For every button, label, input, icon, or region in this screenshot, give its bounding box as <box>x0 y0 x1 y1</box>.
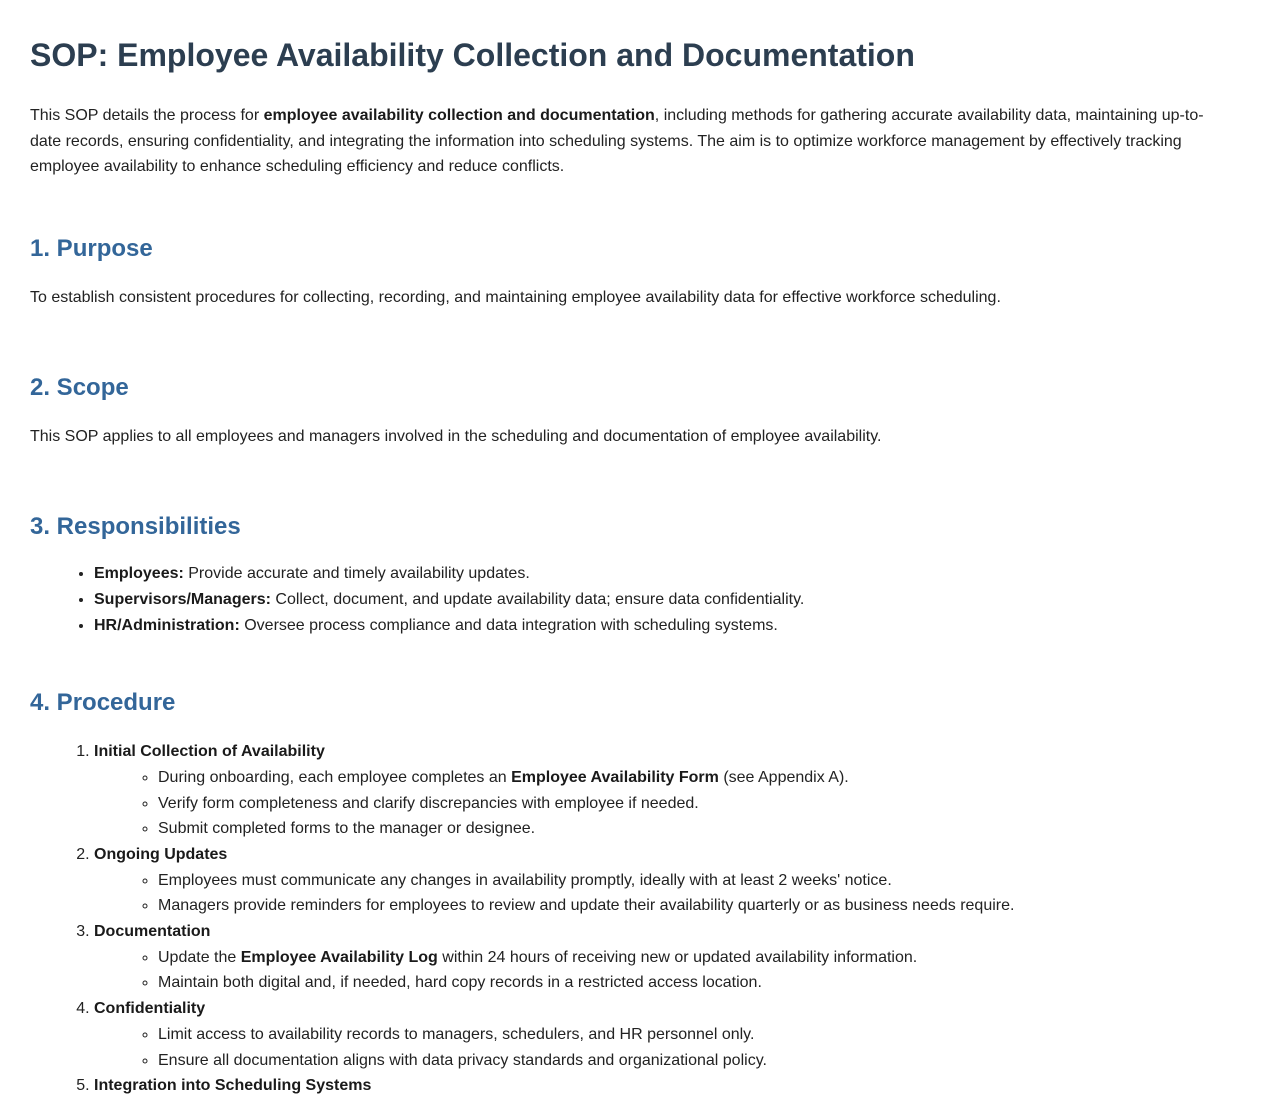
list-item <box>158 816 1233 842</box>
sub-text: Managers provide reminders for employees to review and update their availability quarterly or as business needs require. <box>158 897 1015 915</box>
list-item <box>158 868 1233 894</box>
list-item <box>94 613 1233 639</box>
list-item <box>158 945 1233 971</box>
role-label: Supervisors/Managers: <box>94 591 271 609</box>
procedure-step <box>94 842 1233 919</box>
sub-text: Submit completed forms to the manager or designee. <box>158 820 536 838</box>
step-sublist <box>94 1022 1233 1073</box>
scope-text: This SOP applies to all employees and managers involved in the scheduling and documentation of employee availability. <box>30 428 882 446</box>
step-sublist <box>94 945 1233 996</box>
procedure-heading: 4. Procedure <box>30 689 176 717</box>
sub-text: Employees must communicate any changes in availability promptly, ideally with at least 2 weeks' notice. <box>158 871 892 889</box>
procedure-step <box>94 996 1233 1073</box>
list-item <box>158 1022 1233 1048</box>
sub-bold: Employee Availability Log <box>240 948 438 966</box>
intro-text-bold: employee availability collection and documentation <box>263 107 655 124</box>
list-item <box>158 1048 1233 1074</box>
step-sublist <box>94 765 1233 842</box>
scope-heading: 2. Scope <box>30 374 129 402</box>
responsibilities-heading: 3. Responsibilities <box>30 513 241 541</box>
list-item <box>94 561 1233 587</box>
purpose-heading: 1. Purpose <box>30 235 153 263</box>
sub-text: Maintain both digital and, if needed, hard copy records in a restricted access location. <box>158 974 762 992</box>
list-item <box>158 765 1233 791</box>
step-sublist <box>94 868 1233 919</box>
sub-bold: Employee Availability Form <box>511 768 719 786</box>
step-title: Documentation <box>94 923 211 941</box>
sub-text: During onboarding, each employee completes an <box>158 768 512 786</box>
intro-text-before: This SOP details the process for <box>30 107 264 124</box>
list-item <box>158 893 1233 919</box>
sub-text: Limit access to availability records to managers, schedulers, and HR personnel only. <box>158 1025 755 1043</box>
step-title: Ongoing Updates <box>94 845 228 863</box>
step-title: Integration into Scheduling Systems <box>94 1077 372 1095</box>
role-text: Provide accurate and timely availability updates. <box>183 565 530 583</box>
sub-text: Update the <box>158 948 241 966</box>
procedure-step <box>94 739 1233 842</box>
role-label: HR/Administration: <box>94 617 240 635</box>
procedure-step <box>94 919 1233 996</box>
intro-paragraph <box>30 103 1220 180</box>
procedure-step <box>94 1073 1233 1099</box>
list-item <box>158 970 1233 996</box>
step-title: Initial Collection of Availability <box>94 743 325 761</box>
role-label: Employees: <box>94 565 184 583</box>
role-text: Collect, document, and update availability data; ensure data confidentiality. <box>270 591 805 609</box>
list-item <box>158 791 1233 817</box>
sub-text: within 24 hours of receiving new or updated availability information. <box>437 948 918 966</box>
responsibilities-list <box>30 561 1233 639</box>
sub-text: Ensure all documentation aligns with data privacy standards and organizational policy. <box>158 1051 767 1069</box>
intro-text-after: , including methods for gathering accurate availability data, maintaining up-to-date records, ensuring confidentiality, and integrating the information into scheduling systems. The aim is to optimize workforce management by effectively tracking employee availability to enhance scheduling efficiency and reduce conflicts. <box>30 107 1204 176</box>
step-title: Confidentiality <box>94 1000 206 1018</box>
role-text: Oversee process compliance and data integration with scheduling systems. <box>239 617 778 635</box>
sub-text: (see Appendix A). <box>718 768 849 786</box>
page-title: SOP: Employee Availability Collection and Documentation <box>30 37 915 73</box>
sub-text: Verify form completeness and clarify discrepancies with employee if needed. <box>158 794 699 812</box>
purpose-text: To establish consistent procedures for collecting, recording, and maintaining employee availability data for effective workforce scheduling. <box>30 289 1001 307</box>
list-item <box>94 587 1233 613</box>
procedure-list <box>30 739 1233 1099</box>
